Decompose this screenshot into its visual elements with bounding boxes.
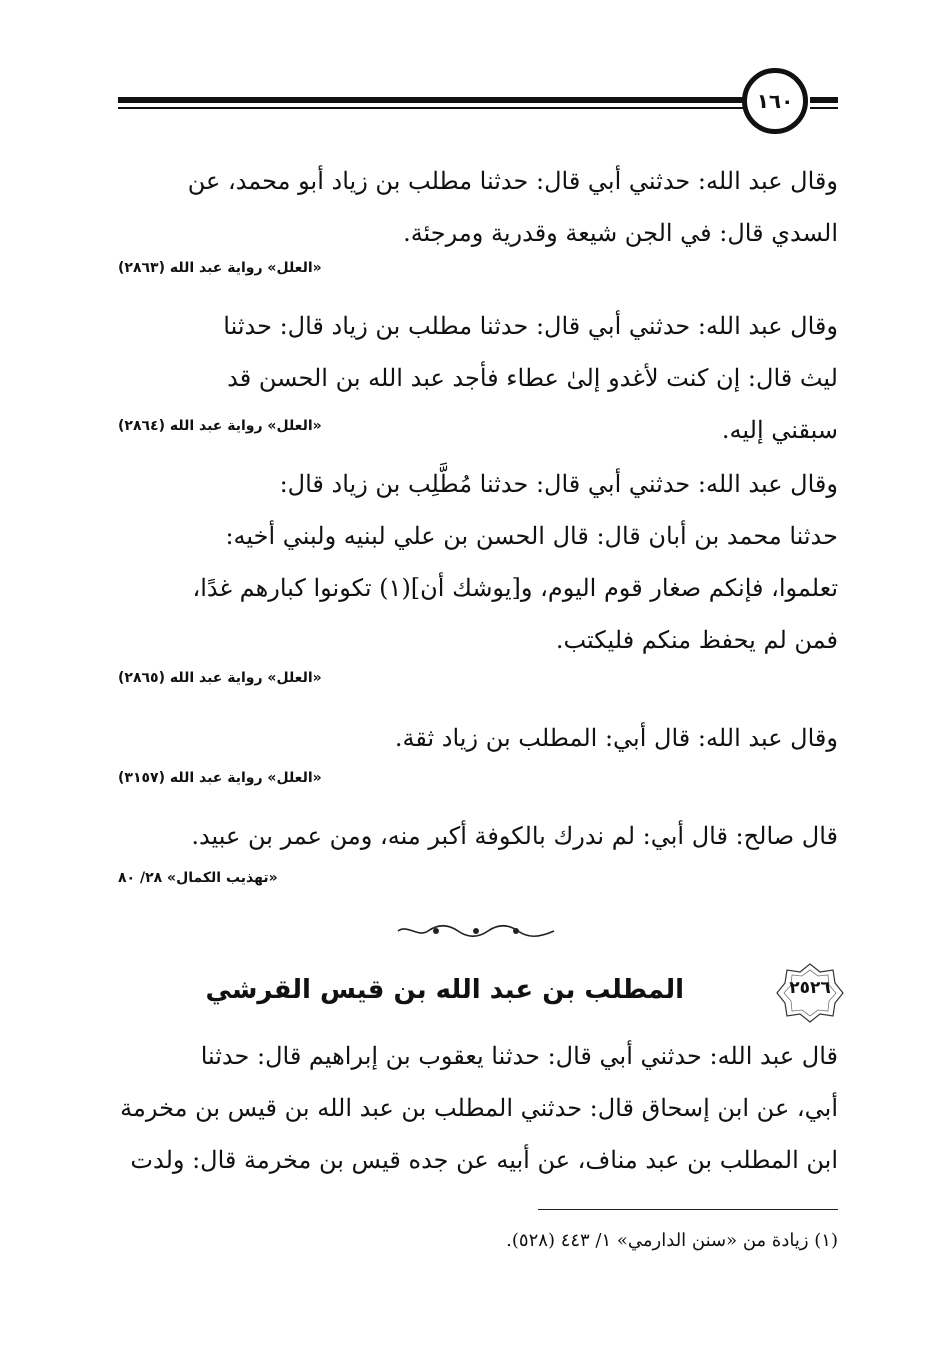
paragraph-line: ليث قال: إن كنت لأغدو إلىٰ عطاء فأجد عبد الله بن الحسن قد <box>227 364 838 392</box>
source-reference: «العلل» رواية عبد الله (٢٨٦٤) <box>118 418 322 434</box>
page-number: ١٦٠ <box>756 89 794 113</box>
ornament-divider <box>396 922 556 940</box>
paragraph-line: وقال عبد الله: حدثني أبي قال: حدثنا مطلب بن زياد أبو محمد، عن <box>187 167 838 195</box>
paragraph-3 <box>108 458 838 666</box>
paragraph-line: وقال عبد الله: قال أبي: المطلب بن زياد ثقة. <box>394 724 838 752</box>
paragraph-line: ابن المطلب بن عبد مناف، عن أبيه عن جده قيس بن مخرمة قال: ولدت <box>130 1146 838 1174</box>
paragraph-line: حدثنا محمد بن أبان قال: قال الحسن بن علي لبنيه ولبني أخيه: <box>225 522 838 550</box>
paragraph-line: تعلموا، فإنكم صغار قوم اليوم، و[يوشك أن](١) تكونوا كبارهم غدًا، <box>192 574 838 602</box>
source-reference: «العلل» رواية عبد الله (٢٨٦٣) <box>118 260 322 276</box>
entry-title: المطلب بن عبد الله بن قيس القرشي <box>205 975 684 1005</box>
entry-number: ٢٥٢٦ <box>789 978 831 998</box>
paragraph-4 <box>108 712 838 764</box>
paragraph-1 <box>108 155 838 259</box>
paragraph-line: وقال عبد الله: حدثني أبي قال: حدثنا مُطَّلِب بن زياد قال: <box>279 470 838 498</box>
paragraph-line: قال صالح: قال أبي: لم ندرك بالكوفة أكبر منه، ومن عمر بن عبيد. <box>191 822 838 850</box>
source-reference: «العلل» رواية عبد الله (٣١٥٧) <box>118 770 322 786</box>
paragraph-line: أبي، عن ابن إسحاق قال: حدثني المطلب بن عبد الله بن قيس بن مخرمة <box>120 1094 838 1122</box>
header-rule <box>118 97 748 103</box>
entry-body <box>108 1030 838 1186</box>
source-reference: «العلل» رواية عبد الله (٢٨٦٥) <box>118 670 322 686</box>
header-rule-thin <box>118 107 748 109</box>
header-rule-right-thin <box>810 107 838 109</box>
paragraph-line: السدي قال: في الجن شيعة وقدرية ومرجئة. <box>403 219 838 247</box>
paragraph-line: فمن لم يحفظ منكم فليكتب. <box>555 626 838 654</box>
header-rule-right <box>810 97 838 103</box>
paragraph-line: وقال عبد الله: حدثني أبي قال: حدثنا مطلب بن زياد قال: حدثنا <box>223 312 838 340</box>
footnote-rule <box>538 1209 838 1210</box>
paragraph-line: سبقني إليه. <box>721 416 838 444</box>
footnote: (١) زيادة من «سنن الدارمي» ١/ ٤٤٣ (٥٢٨). <box>506 1230 838 1251</box>
paragraph-line: قال عبد الله: حدثني أبي قال: حدثنا يعقوب بن إبراهيم قال: حدثنا <box>200 1042 838 1070</box>
page-number-badge <box>742 68 808 134</box>
paragraph-5 <box>108 810 838 862</box>
source-reference: «تهذيب الكمال» ٢٨/ ٨٠ <box>118 870 278 886</box>
